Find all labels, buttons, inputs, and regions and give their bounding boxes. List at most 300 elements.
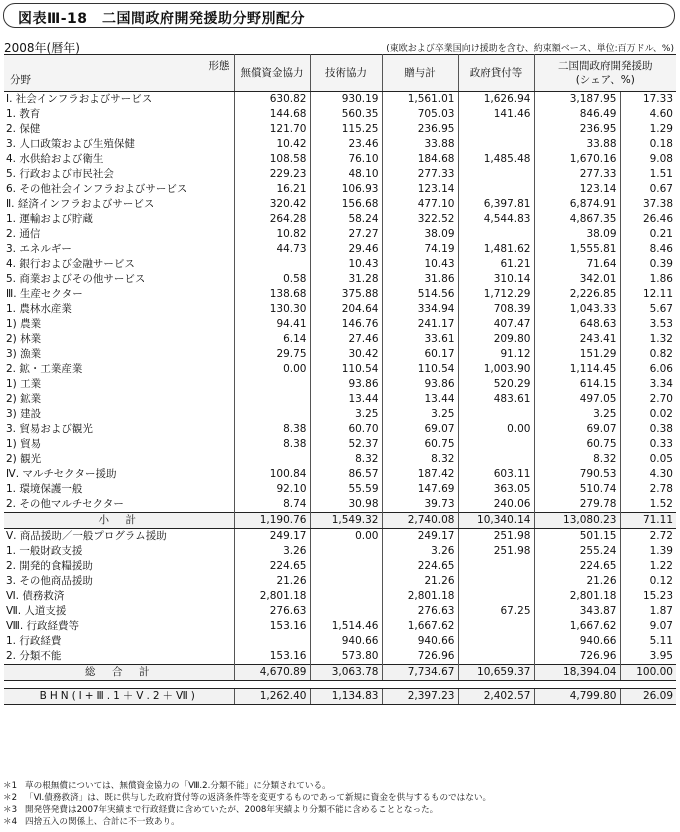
cell-value [458, 649, 534, 665]
cell-value: 1,561.01 [382, 92, 458, 108]
cell-value: 0.00 [458, 422, 534, 437]
cell-value: 1,667.62 [382, 619, 458, 634]
footnote-text: 四捨五入の関係上、合計に不一致あり。 [25, 817, 180, 827]
column-header: 二国間政府開発援助 [558, 60, 653, 72]
cell-value: 204.64 [310, 302, 382, 317]
table-row [4, 544, 676, 559]
cell-value: 209.80 [458, 332, 534, 347]
bhn-row [4, 689, 676, 705]
cell-value: 44.73 [234, 242, 310, 257]
row-label: 4. 銀行および金融サービス [6, 258, 135, 270]
cell-value: 1.52 [620, 497, 676, 513]
table-row [4, 437, 676, 452]
cell-value: 3.53 [620, 317, 676, 332]
cell-value: 241.17 [382, 317, 458, 332]
cell-value: 243.41 [534, 332, 620, 347]
cell-value: 1,485.48 [458, 152, 534, 167]
cell-value: 1,712.29 [458, 287, 534, 302]
footnote-mark: ＊1 [3, 781, 18, 791]
year-label: 2008年(暦年) [4, 41, 80, 55]
cell-value: 343.87 [534, 604, 620, 619]
cell-value: 123.14 [534, 182, 620, 197]
table-row [4, 137, 676, 152]
row-label: 6. その他社会インフラおよびサービス [6, 183, 188, 195]
table-row [4, 619, 676, 634]
cell-value [458, 619, 534, 634]
cell-value: 4.60 [620, 107, 676, 122]
cell-value: 184.68 [382, 152, 458, 167]
cell-value: 1,555.81 [534, 242, 620, 257]
cell-value: 13.44 [310, 392, 382, 407]
cell-value: 8.74 [234, 497, 310, 513]
cell-value: 322.52 [382, 212, 458, 227]
row-label: 1) 貿易 [6, 438, 42, 450]
cell-value: 147.69 [382, 482, 458, 497]
cell-value: 603.11 [458, 467, 534, 482]
cell-value: 0.82 [620, 347, 676, 362]
cell-value: 0.58 [234, 272, 310, 287]
cell-value: 1,262.40 [234, 689, 310, 705]
cell-value: 249.17 [234, 529, 310, 545]
cell-value: 100.00 [620, 665, 676, 681]
cell-value: 110.54 [310, 362, 382, 377]
cell-value: 8.32 [534, 452, 620, 467]
cell-value: 92.10 [234, 482, 310, 497]
subtotal-row [4, 513, 676, 529]
cell-value: 1,549.32 [310, 513, 382, 529]
table-row [4, 392, 676, 407]
footnote-mark: ＊3 [3, 805, 18, 815]
cell-value: 8.38 [234, 437, 310, 452]
header-field-label: 分野 [10, 74, 31, 86]
cell-value: 1,003.90 [458, 362, 534, 377]
cell-value: 21.26 [382, 574, 458, 589]
row-label: 1. 一般財政支援 [6, 545, 83, 557]
cell-value: 0.00 [310, 529, 382, 545]
row-label: 2. 開発的食糧援助 [6, 560, 93, 572]
table-row [4, 272, 676, 287]
table-row [4, 467, 676, 482]
footnote-text: 開発啓発費は2007年実績まで行政経費に含めていたが、2008年実績より分類不能に含めることとなった。 [25, 805, 439, 815]
cell-value: 29.75 [234, 347, 310, 362]
row-label: 1) 工業 [6, 378, 42, 390]
row-label: Ⅳ. マルチセクター援助 [4, 467, 234, 482]
cell-value [234, 392, 310, 407]
cell-value [458, 227, 534, 242]
cell-value [458, 634, 534, 649]
cell-value: 153.16 [234, 649, 310, 665]
row-label: 1. 運輸および貯蔵 [6, 213, 93, 225]
cell-value: 38.09 [534, 227, 620, 242]
footnote [3, 804, 675, 816]
table-row [4, 589, 676, 604]
cell-value: 0.00 [234, 362, 310, 377]
cell-value: 0.12 [620, 574, 676, 589]
cell-value: 846.49 [534, 107, 620, 122]
row-label: 2. 通信 [6, 228, 41, 240]
cell-value: 10,340.14 [458, 513, 534, 529]
cell-value: 1,626.94 [458, 92, 534, 108]
cell-value: 1,043.33 [534, 302, 620, 317]
row-label: 1. 農林水産業 [6, 303, 72, 315]
table-row [4, 227, 676, 242]
cell-value: 27.27 [310, 227, 382, 242]
cell-value: 33.88 [534, 137, 620, 152]
row-label: Ⅴ. 商品援助／一般プログラム援助 [4, 529, 234, 545]
cell-value: 144.68 [234, 107, 310, 122]
cell-value: 229.23 [234, 167, 310, 182]
spacer-row [4, 681, 676, 689]
cell-value: 16.21 [234, 182, 310, 197]
cell-value: 1,670.16 [534, 152, 620, 167]
cell-value: 55.59 [310, 482, 382, 497]
cell-value: 255.24 [534, 544, 620, 559]
table-row [4, 152, 676, 167]
footnotes [3, 780, 675, 828]
cell-value: 1.32 [620, 332, 676, 347]
figure-title: 図表Ⅲ-18 二国間政府開発援助分野別配分 [18, 11, 306, 27]
row-label: 4. 水供給および衛生 [6, 153, 104, 165]
cell-value: 251.98 [458, 544, 534, 559]
header-row [4, 55, 676, 92]
cell-value: 17.33 [620, 92, 676, 108]
cell-value: 573.80 [310, 649, 382, 665]
cell-value: 74.19 [382, 242, 458, 257]
cell-value: 8.38 [234, 422, 310, 437]
cell-value: 8.32 [310, 452, 382, 467]
row-label: 1. 教育 [6, 108, 41, 120]
cell-value: 3.25 [534, 407, 620, 422]
cell-value [458, 589, 534, 604]
cell-value: 1.22 [620, 559, 676, 574]
cell-value: 4,867.35 [534, 212, 620, 227]
footnote [3, 816, 675, 828]
row-label: 2) 観光 [6, 453, 42, 465]
cell-value: 1.87 [620, 604, 676, 619]
cell-value: 407.47 [458, 317, 534, 332]
footnote [3, 780, 675, 792]
cell-value: 4.30 [620, 467, 676, 482]
row-label: 3. エネルギー [6, 243, 72, 255]
cell-value: 375.88 [310, 287, 382, 302]
cell-value: 1,190.76 [234, 513, 310, 529]
cell-value [458, 559, 534, 574]
cell-value: 58.24 [310, 212, 382, 227]
cell-value: 26.09 [620, 689, 676, 705]
cell-value: 21.26 [234, 574, 310, 589]
row-label: 3. 貿易および観光 [6, 423, 93, 435]
cell-value: 39.73 [382, 497, 458, 513]
column-header: 無償資金協力 [234, 55, 310, 92]
footnote-text: 「Ⅵ.債務救済」は、既に供与した政府貸付等の返済条件等を変更するものであって新規に資金を供与するものではない。 [25, 793, 492, 803]
cell-value: 12.11 [620, 287, 676, 302]
cell-value: 121.70 [234, 122, 310, 137]
table-row [4, 347, 676, 362]
cell-value: 141.46 [458, 107, 534, 122]
cell-value: 138.68 [234, 287, 310, 302]
cell-value: 9.07 [620, 619, 676, 634]
cell-value: 0.02 [620, 407, 676, 422]
row-label: 1. 行政経費 [6, 635, 62, 647]
row-label: 2. 分類不能 [6, 650, 62, 662]
cell-value [458, 407, 534, 422]
row-label: 3. 人口政策および生殖保健 [6, 138, 135, 150]
cell-value: 60.70 [310, 422, 382, 437]
cell-value [234, 452, 310, 467]
cell-value: 10.43 [382, 257, 458, 272]
row-label: 3. その他商品援助 [6, 575, 93, 587]
cell-value: 0.05 [620, 452, 676, 467]
cell-value: 0.18 [620, 137, 676, 152]
cell-value: 3.25 [382, 407, 458, 422]
cell-value: 940.66 [534, 634, 620, 649]
cell-value: 93.86 [310, 377, 382, 392]
cell-value: 18,394.04 [534, 665, 620, 681]
footnote-mark: ＊2 [3, 793, 18, 803]
cell-value: 94.41 [234, 317, 310, 332]
cell-value: 108.58 [234, 152, 310, 167]
cell-value: 2.70 [620, 392, 676, 407]
cell-value: 320.42 [234, 197, 310, 212]
cell-value: 501.15 [534, 529, 620, 545]
row-label: 1. 環境保護一般 [6, 483, 83, 495]
cell-value: 13.44 [382, 392, 458, 407]
cell-value: 38.09 [382, 227, 458, 242]
cell-value: 76.10 [310, 152, 382, 167]
cell-value: 8.32 [382, 452, 458, 467]
table-row [4, 422, 676, 437]
row-label: 2. 保健 [6, 123, 41, 135]
cell-value: 31.28 [310, 272, 382, 287]
cell-value: 477.10 [382, 197, 458, 212]
row-label: Ⅲ. 生産セクター [4, 287, 234, 302]
cell-value: 187.42 [382, 467, 458, 482]
cell-value: 510.74 [534, 482, 620, 497]
cell-value: 224.65 [382, 559, 458, 574]
cell-value [458, 437, 534, 452]
cell-value: 3,187.95 [534, 92, 620, 108]
cell-value: 614.15 [534, 377, 620, 392]
cell-value: 1,114.45 [534, 362, 620, 377]
table-row [4, 317, 676, 332]
cell-value: 236.95 [382, 122, 458, 137]
cell-value: 9.08 [620, 152, 676, 167]
table-row [4, 332, 676, 347]
cell-value: 10.82 [234, 227, 310, 242]
table-row [4, 92, 676, 108]
cell-value: 708.39 [458, 302, 534, 317]
row-label: 5. 商業およびその他サービス [6, 273, 146, 285]
cell-value: 2,801.18 [234, 589, 310, 604]
oda-allocation-table [4, 54, 676, 705]
cell-value: 33.88 [382, 137, 458, 152]
cell-value: 130.30 [234, 302, 310, 317]
cell-value: 60.17 [382, 347, 458, 362]
cell-value: 5.11 [620, 634, 676, 649]
cell-value [458, 182, 534, 197]
cell-value: 279.78 [534, 497, 620, 513]
cell-value: 61.21 [458, 257, 534, 272]
cell-value [310, 559, 382, 574]
cell-value: 146.76 [310, 317, 382, 332]
cell-value: 37.38 [620, 197, 676, 212]
cell-value: 33.61 [382, 332, 458, 347]
cell-value: 30.42 [310, 347, 382, 362]
table-row [4, 649, 676, 665]
cell-value: 1,134.83 [310, 689, 382, 705]
footnote-mark: ＊4 [3, 817, 18, 827]
cell-value: 100.84 [234, 467, 310, 482]
cell-value: 10.42 [234, 137, 310, 152]
cell-value: 514.56 [382, 287, 458, 302]
row-label: 3) 漁業 [6, 348, 42, 360]
row-label: 総 合 計 [4, 665, 234, 681]
grand-total-row [4, 665, 676, 681]
row-label: Ⅱ. 経済インフラおよびサービス [4, 197, 234, 212]
cell-value: 3.95 [620, 649, 676, 665]
cell-value: 151.29 [534, 347, 620, 362]
cell-value: 224.65 [534, 559, 620, 574]
table-row [4, 634, 676, 649]
cell-value [234, 634, 310, 649]
header-shape-label: 形態 [208, 60, 230, 72]
column-header: 贈与計 [382, 55, 458, 92]
cell-value: 2,801.18 [382, 589, 458, 604]
row-label: 5. 行政および市民社会 [6, 168, 114, 180]
cell-value: 23.46 [310, 137, 382, 152]
cell-value: 123.14 [382, 182, 458, 197]
cell-value: 0.38 [620, 422, 676, 437]
cell-value: 560.35 [310, 107, 382, 122]
title-box [3, 3, 675, 28]
cell-value: 91.12 [458, 347, 534, 362]
cell-value: 71.64 [534, 257, 620, 272]
cell-value: 106.93 [310, 182, 382, 197]
cell-value: 1,514.46 [310, 619, 382, 634]
cell-value [458, 137, 534, 152]
cell-value: 520.29 [458, 377, 534, 392]
footnote-text: 草の根無償については、無償資金協力の「Ⅷ.2.分類不能」に分類されている。 [25, 781, 331, 791]
row-label: Ⅰ. 社会インフラおよびサービス [4, 92, 234, 108]
cell-value: 363.05 [458, 482, 534, 497]
cell-value: 115.25 [310, 122, 382, 137]
row-label: Ⅵ. 債務救済 [4, 589, 234, 604]
column-header-oda [534, 55, 676, 92]
table-row [4, 212, 676, 227]
cell-value: 2.72 [620, 529, 676, 545]
table-row [4, 377, 676, 392]
column-header: 技術協力 [310, 55, 382, 92]
cell-value: 930.19 [310, 92, 382, 108]
cell-value: 334.94 [382, 302, 458, 317]
cell-value: 310.14 [458, 272, 534, 287]
footnote [3, 792, 675, 804]
cell-value: 30.98 [310, 497, 382, 513]
row-label: 1) 農業 [6, 318, 42, 330]
cell-value: 52.37 [310, 437, 382, 452]
table-row [4, 257, 676, 272]
cell-value: 342.01 [534, 272, 620, 287]
cell-value: 277.33 [382, 167, 458, 182]
table-row [4, 302, 676, 317]
cell-value: 7,734.67 [382, 665, 458, 681]
row-label: 2. 鉱・工業産業 [6, 363, 83, 375]
table-row [4, 287, 676, 302]
cell-value: 276.63 [234, 604, 310, 619]
cell-value: 1,667.62 [534, 619, 620, 634]
cell-value [310, 574, 382, 589]
cell-value: 277.33 [534, 167, 620, 182]
cell-value: 67.25 [458, 604, 534, 619]
table-row [4, 167, 676, 182]
cell-value: 71.11 [620, 513, 676, 529]
cell-value: 726.96 [382, 649, 458, 665]
cell-value: 3.26 [234, 544, 310, 559]
cell-value: 3.34 [620, 377, 676, 392]
cell-value: 13,080.23 [534, 513, 620, 529]
cell-value: 1.29 [620, 122, 676, 137]
cell-value: 497.05 [534, 392, 620, 407]
cell-value: 86.57 [310, 467, 382, 482]
row-label: 2) 林業 [6, 333, 42, 345]
cell-value: 2,226.85 [534, 287, 620, 302]
cell-value: 0.39 [620, 257, 676, 272]
table-row [4, 559, 676, 574]
cell-value: 0.21 [620, 227, 676, 242]
cell-value: 264.28 [234, 212, 310, 227]
table-row [4, 604, 676, 619]
cell-value: 4,799.80 [534, 689, 620, 705]
cell-value: 483.61 [458, 392, 534, 407]
cell-value: 8.46 [620, 242, 676, 257]
cell-value: 1.39 [620, 544, 676, 559]
cell-value [310, 589, 382, 604]
cell-value: 940.66 [310, 634, 382, 649]
unit-note: (東欧および卒業国向け援助を含む、約束額ベース、単位:百万ドル、%) [386, 44, 674, 54]
column-header-share: (シェア、%) [575, 74, 635, 86]
cell-value: 4,670.89 [234, 665, 310, 681]
table-row [4, 574, 676, 589]
spacer [4, 681, 676, 689]
cell-value: 153.16 [234, 619, 310, 634]
cell-value: 27.46 [310, 332, 382, 347]
table-row [4, 362, 676, 377]
cell-value: 21.26 [534, 574, 620, 589]
cell-value: 10,659.37 [458, 665, 534, 681]
cell-value: 0.67 [620, 182, 676, 197]
cell-value [310, 544, 382, 559]
cell-value: 156.68 [310, 197, 382, 212]
cell-value: 6,874.91 [534, 197, 620, 212]
cell-value [458, 167, 534, 182]
cell-value: 2.78 [620, 482, 676, 497]
cell-value: 31.86 [382, 272, 458, 287]
cell-value: 93.86 [382, 377, 458, 392]
cell-value: 276.63 [382, 604, 458, 619]
cell-value [458, 122, 534, 137]
cell-value: 60.75 [382, 437, 458, 452]
cell-value: 726.96 [534, 649, 620, 665]
cell-value: 224.65 [234, 559, 310, 574]
header-corner [4, 55, 234, 92]
cell-value: 110.54 [382, 362, 458, 377]
table-row [4, 407, 676, 422]
table-row [4, 197, 676, 212]
cell-value: 6.06 [620, 362, 676, 377]
cell-value: 2,397.23 [382, 689, 458, 705]
cell-value: 940.66 [382, 634, 458, 649]
row-label: 2) 鉱業 [6, 393, 42, 405]
